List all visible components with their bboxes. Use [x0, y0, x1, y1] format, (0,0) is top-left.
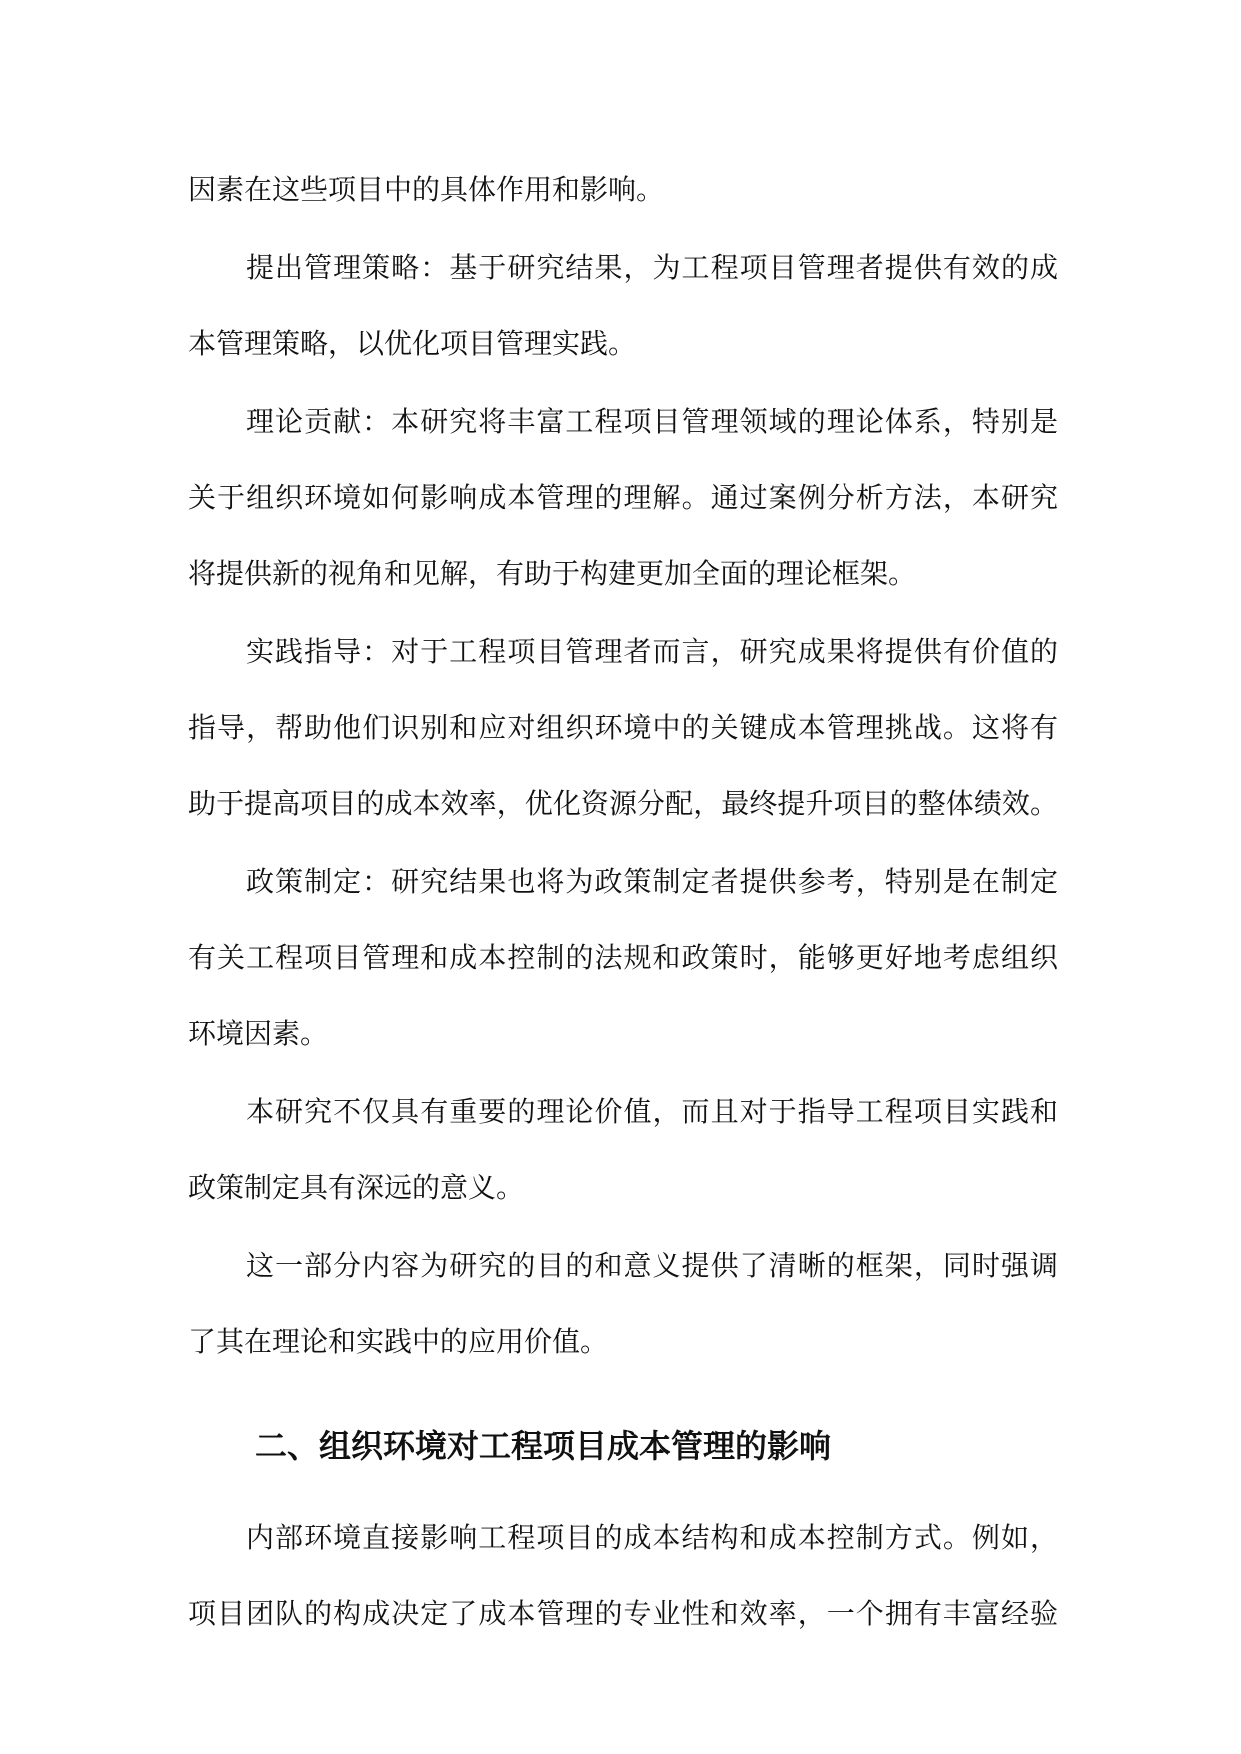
body-text-line: 内部环境直接影响工程项目的成本结构和成本控制方式。例如， — [246, 1521, 1058, 1554]
body-text-line: 本管理策略，以优化项目管理实践。 — [188, 327, 637, 360]
body-text-line: 实践指导：对于工程项目管理者而言，研究成果将提供有价值的 — [246, 635, 1058, 668]
body-text-line: 政策制定：研究结果也将为政策制定者提供参考，特别是在制定 — [246, 865, 1058, 898]
body-text-line: 助于提高项目的成本效率，优化资源分配，最终提升项目的整体绩效。 — [188, 787, 1058, 820]
body-text-line: 提出管理策略：基于研究结果，为工程项目管理者提供有效的成 — [246, 251, 1058, 284]
body-text-line: 政策制定具有深远的意义。 — [188, 1171, 525, 1204]
section-heading: 二、组织环境对工程项目成本管理的影响 — [255, 1426, 832, 1465]
body-text-line: 项目团队的构成决定了成本管理的专业性和效率，一个拥有丰富经验 — [188, 1597, 1058, 1630]
body-text-line: 这一部分内容为研究的目的和意义提供了清晰的框架，同时强调 — [246, 1249, 1058, 1282]
body-text-line: 关于组织环境如何影响成本管理的理解。通过案例分析方法，本研究 — [188, 481, 1058, 514]
body-text-line: 本研究不仅具有重要的理论价值，而且对于指导工程项目实践和 — [246, 1095, 1058, 1128]
body-text-line: 有关工程项目管理和成本控制的法规和政策时，能够更好地考虑组织 — [188, 941, 1058, 974]
body-text-line: 了其在理论和实践中的应用价值。 — [188, 1325, 609, 1358]
body-text-line: 因素在这些项目中的具体作用和影响。 — [188, 173, 665, 206]
body-text-line: 理论贡献：本研究将丰富工程项目管理领域的理论体系，特别是 — [246, 405, 1058, 438]
body-text-line: 环境因素。 — [188, 1017, 329, 1050]
body-text-line: 将提供新的视角和见解，有助于构建更加全面的理论框架。 — [188, 557, 917, 590]
body-text-line: 指导，帮助他们识别和应对组织环境中的关键成本管理挑战。这将有 — [188, 711, 1058, 744]
